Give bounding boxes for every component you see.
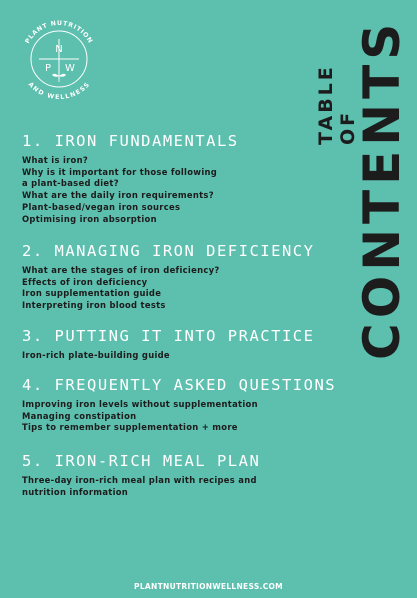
logo-letter-p: P: [44, 63, 52, 74]
list-item: Improving iron levels without supplementation: [22, 399, 258, 409]
list-item: Iron supplementation guide: [22, 288, 162, 299]
title-block: [315, 18, 411, 360]
list-item: Three-day iron-rich meal plan with recipes and: [22, 475, 257, 485]
list-item: Interpreting iron blood tests: [22, 300, 166, 311]
list-item: What are the stages of iron deficiency?: [22, 265, 220, 275]
section-heading: 1. IRON FUNDAMENTALS: [22, 132, 239, 150]
list-item: Iron-rich plate-building guide: [22, 350, 170, 360]
section-heading: 5. IRON-RICH MEAL PLAN: [22, 452, 261, 470]
section-managing-iron-deficiency: [22, 242, 322, 312]
website-footer: PLANTNUTRITIONWELLNESS.COM: [134, 582, 283, 591]
section-iron-fundamentals: [22, 132, 322, 225]
list-item: What is iron?: [22, 155, 89, 165]
list-item: Managing constipation: [22, 410, 137, 421]
logo-letter-w: W: [65, 63, 75, 74]
list-item: a plant-based diet?: [22, 178, 119, 189]
brand-logo: [14, 14, 104, 104]
list-item: Tips to remember supplementation + more: [22, 422, 238, 433]
list-item: Effects of iron deficiency: [22, 276, 148, 287]
list-item: Plant-based/vegan iron sources: [22, 201, 181, 212]
logo-bottom-text: AND WELLNESS: [26, 81, 92, 102]
logo-top-text: PLANT NUTRITION: [24, 19, 94, 45]
section-putting-it-into-practice: [22, 327, 322, 362]
section-heading: 4. FREQUENTLY ASKED QUESTIONS: [22, 376, 337, 394]
list-item: Why is it important for those following: [22, 166, 218, 177]
section-heading: 2. MANAGING IRON DEFICIENCY: [22, 242, 315, 260]
list-item: nutrition information: [22, 486, 129, 497]
list-item: What are the daily iron requirements?: [22, 190, 214, 201]
title-table-of: TABLE OF: [315, 64, 359, 145]
section-frequently-asked-questions: [22, 376, 337, 434]
list-item: Optimising iron absorption: [22, 213, 157, 224]
title-contents: CONTENTS: [353, 18, 411, 360]
section-heading: 3. PUTTING IT INTO PRACTICE: [22, 327, 315, 345]
section-iron-rich-meal-plan: [22, 452, 322, 498]
logo-letter-n: N: [55, 44, 63, 55]
svg-text:AND WELLNESS: [27, 81, 92, 101]
